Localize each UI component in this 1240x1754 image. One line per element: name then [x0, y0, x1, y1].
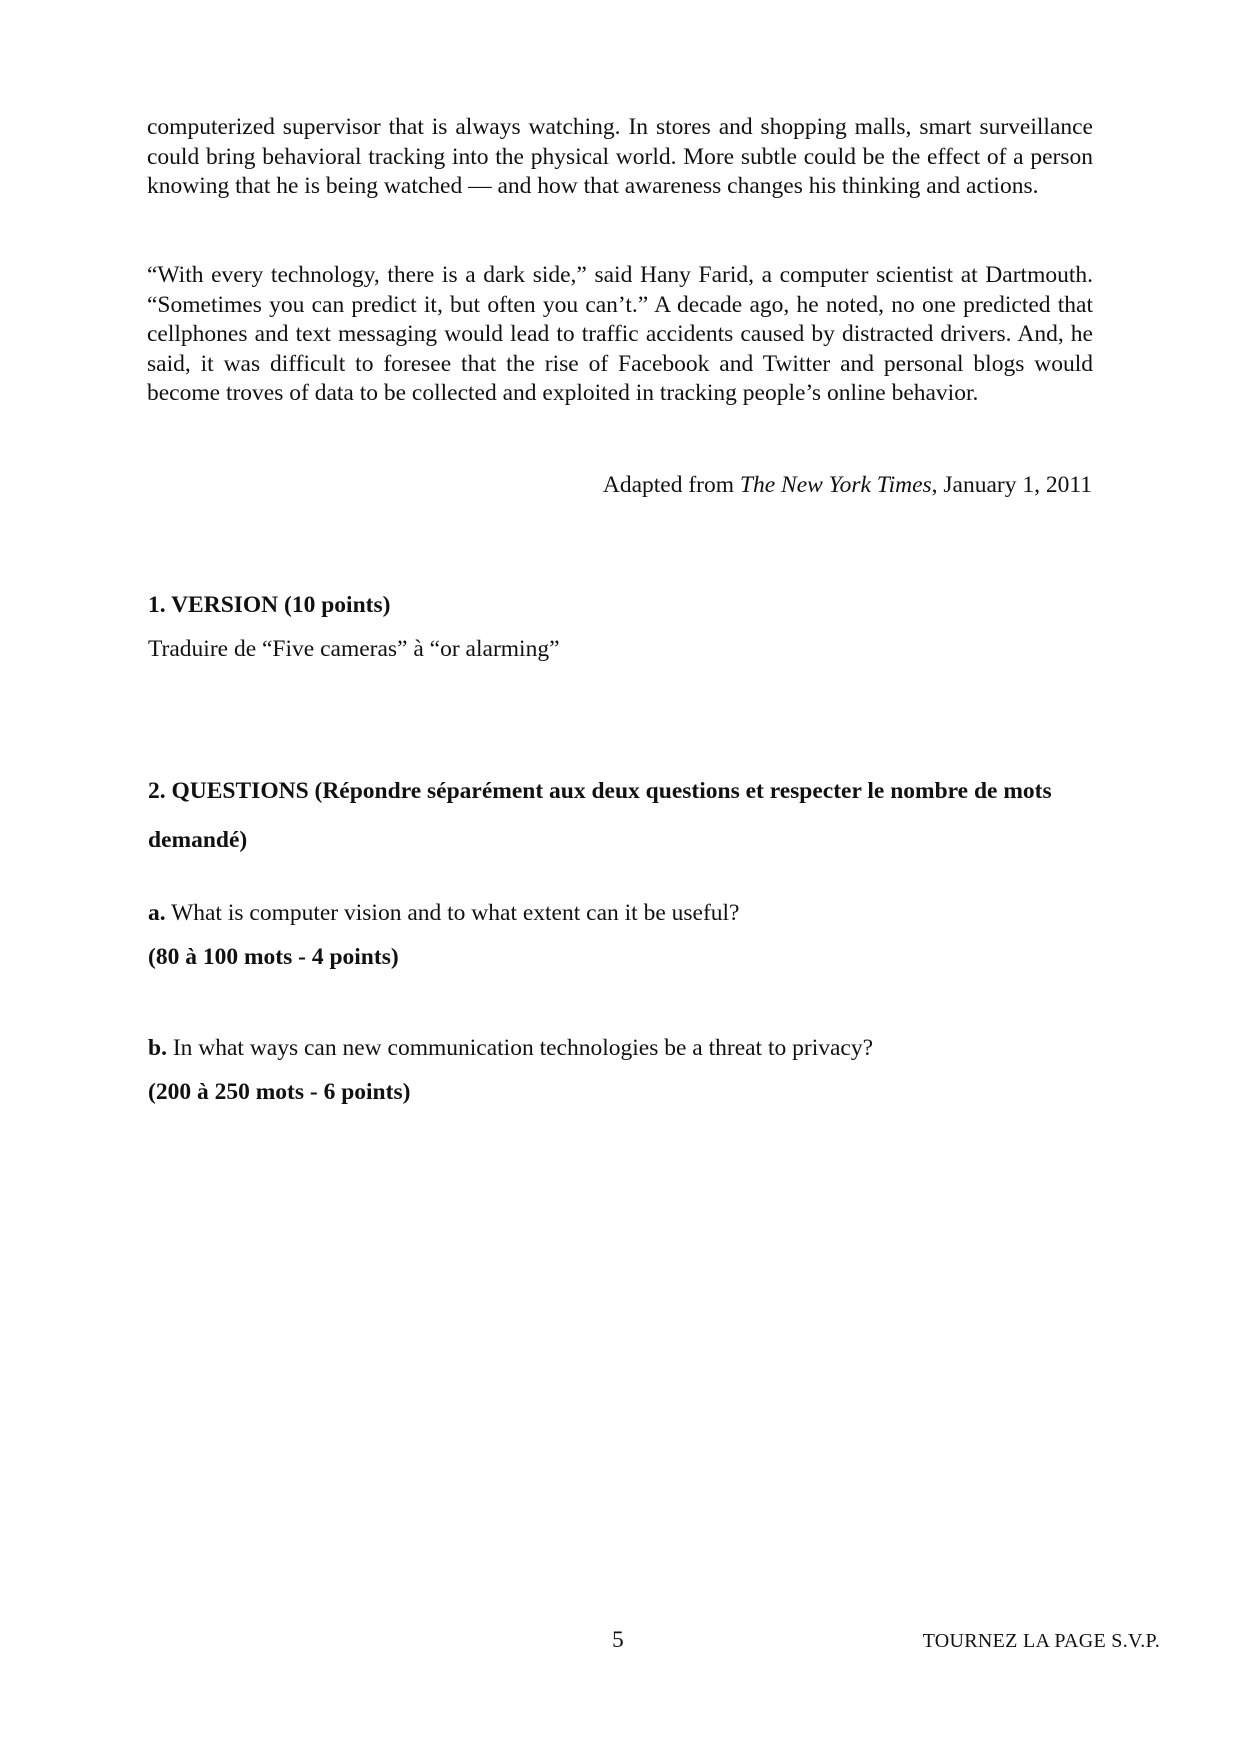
version-instruction: Traduire de “Five cameras” à “or alarming” [148, 636, 560, 662]
question-b-label: b. [148, 1035, 167, 1061]
question-b [148, 1035, 873, 1062]
question-a-label: a. [148, 900, 166, 926]
passage-paragraph-2: “With every technology, there is a dark side,” said Hany Farid, a computer scientist at Dartmouth. “Sometimes you can predict it, but often you can’t.” A decade ago, he noted, no one predicted that cellphones and text messaging would lead to traffic accidents caused by distracted drivers. And, he said, it was difficult to foresee that the rise of Facebook and Twitter and personal blogs would become troves of data to be collected and exploited in tracking people’s online behavior. [147, 262, 1093, 406]
questions-title: 2. QUESTIONS (Répondre séparément aux deux questions et respecter le nombre de mots demandé) [148, 778, 1052, 853]
question-a [148, 900, 739, 927]
source-date: , January 1, 2011 [931, 472, 1092, 498]
question-a-word-count: (80 à 100 mots - 4 points) [148, 944, 399, 970]
footer-note: TOURNEZ LA PAGE S.V.P. [922, 1630, 1160, 1652]
version-title: 1. VERSION (10 points) [148, 592, 391, 618]
passage-paragraph-1: computerized supervisor that is always watching. In stores and shopping malls, smart surveillance could bring behavioral tracking into the physical world. More subtle could be the effect of a person knowing that he is being watched — and how that awareness changes his thinking and actions. [147, 114, 1093, 199]
question-a-text: What is computer vision and to what extent can it be useful? [165, 900, 740, 926]
question-b-word-count: (200 à 250 mots - 6 points) [148, 1079, 411, 1105]
question-b-text: In what ways can new communication technologies be a threat to privacy? [166, 1035, 874, 1061]
source-publication: The New York Times [739, 472, 932, 498]
page-number: 5 [612, 1627, 624, 1653]
source-prefix: Adapted from [602, 472, 740, 498]
source-citation [603, 471, 1092, 500]
